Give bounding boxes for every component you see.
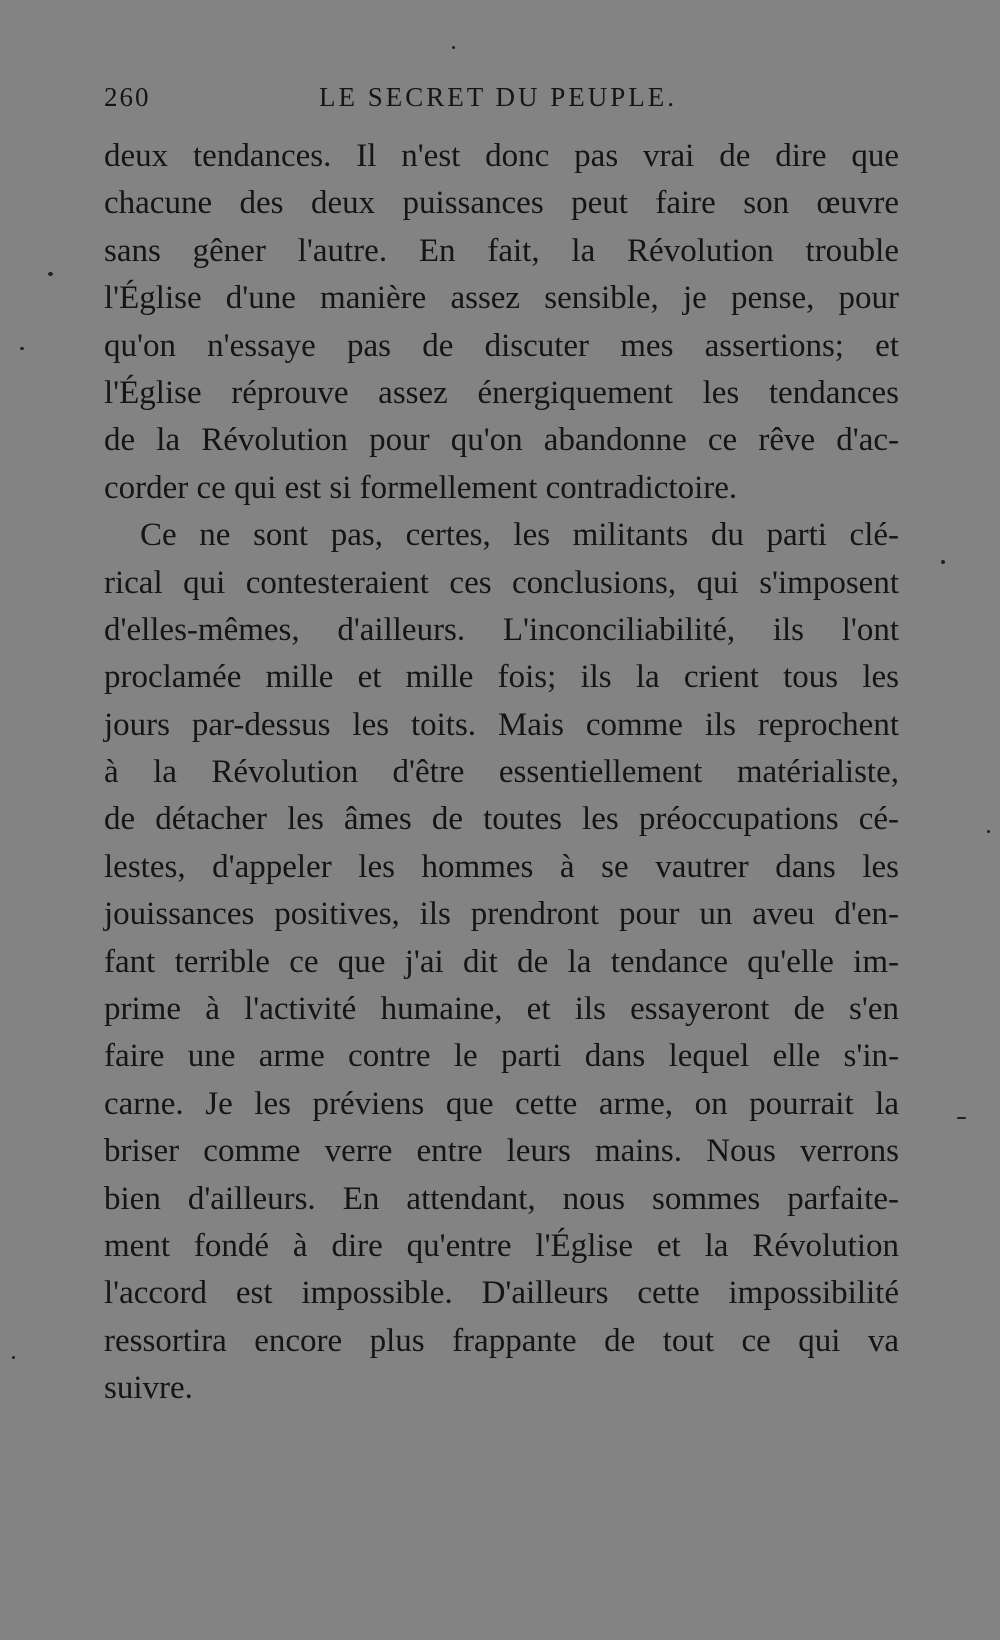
text-line: deux tendances. Il n'est donc pas vrai de dire que bbox=[104, 138, 899, 174]
page-number: 260 bbox=[104, 82, 151, 112]
speck-mark bbox=[941, 560, 945, 564]
text-line: rical qui contesteraient ces conclusions, qui s'imposent bbox=[104, 564, 899, 601]
text-line: chacune des deux puissances peut faire son œuvre bbox=[104, 185, 899, 222]
speck-mark bbox=[48, 272, 53, 276]
text-line: suivre. bbox=[104, 1370, 193, 1407]
text-line: qu'on n'essaye pas de discuter mes assertions; et bbox=[104, 327, 899, 364]
text-line: jouissances positives, ils prendront pour un aveu d'en- bbox=[104, 896, 899, 933]
text-line: prime à l'activité humaine, et ils essayeront de s'en bbox=[104, 991, 899, 1028]
text-line: fant terrible ce que j'ai dit de la tendance qu'elle im- bbox=[104, 943, 899, 980]
speck-mark bbox=[452, 46, 455, 49]
text-line: l'Église d'une manière assez sensible, je pense, pour bbox=[104, 280, 899, 317]
text-line: à la Révolution d'être essentiellement matérialiste, bbox=[104, 754, 899, 791]
text-line: lestes, d'appeler les hommes à se vautrer dans les bbox=[104, 848, 899, 885]
text-line: de la Révolution pour qu'on abandonne ce rêve d'ac- bbox=[104, 422, 899, 459]
text-line: l'Église réprouve assez énergiquement les tendances bbox=[104, 374, 899, 411]
text-line: jours par-dessus les toits. Mais comme ils reprochent bbox=[104, 706, 899, 743]
text-line: corder ce qui est si formellement contradictoire. bbox=[104, 469, 738, 506]
text-line: proclamée mille et mille fois; ils la crient tous les bbox=[104, 659, 899, 696]
text-line: sans gêner l'autre. En fait, la Révolution trouble bbox=[104, 232, 899, 269]
speck-mark bbox=[957, 1117, 966, 1119]
text-line: d'elles-mêmes, d'ailleurs. L'inconciliabilité, ils l'ont bbox=[104, 611, 899, 648]
text-line: faire une arme contre le parti dans lequel elle s'in- bbox=[104, 1038, 899, 1075]
text-line: l'accord est impossible. D'ailleurs cette impossibilité bbox=[104, 1275, 899, 1312]
body-text bbox=[104, 133, 899, 1413]
text-line: ressortira encore plus frappante de tout ce qui va bbox=[104, 1322, 899, 1359]
text-line: carne. Je les préviens que cette arme, on pourrait la bbox=[104, 1085, 899, 1122]
text-line: ment fondé à dire qu'entre l'Église et la Révolution bbox=[104, 1227, 899, 1264]
speck-mark bbox=[987, 830, 990, 833]
text-line: de détacher les âmes de toutes les préoccupations cé- bbox=[104, 801, 899, 838]
running-title: LE SECRET DU PEUPLE. bbox=[319, 82, 678, 112]
page-header bbox=[104, 82, 899, 122]
speck-mark bbox=[20, 347, 24, 350]
text-line: bien d'ailleurs. En attendant, nous sommes parfaite- bbox=[104, 1180, 899, 1217]
paragraph-1 bbox=[104, 133, 899, 512]
text-line: Ce ne sont pas, certes, les militants du parti clé- bbox=[140, 517, 899, 554]
speck-mark bbox=[12, 1356, 15, 1359]
text-line: briser comme verre entre leurs mains. Nous verrons bbox=[104, 1133, 899, 1170]
paragraph-2 bbox=[104, 512, 899, 1412]
